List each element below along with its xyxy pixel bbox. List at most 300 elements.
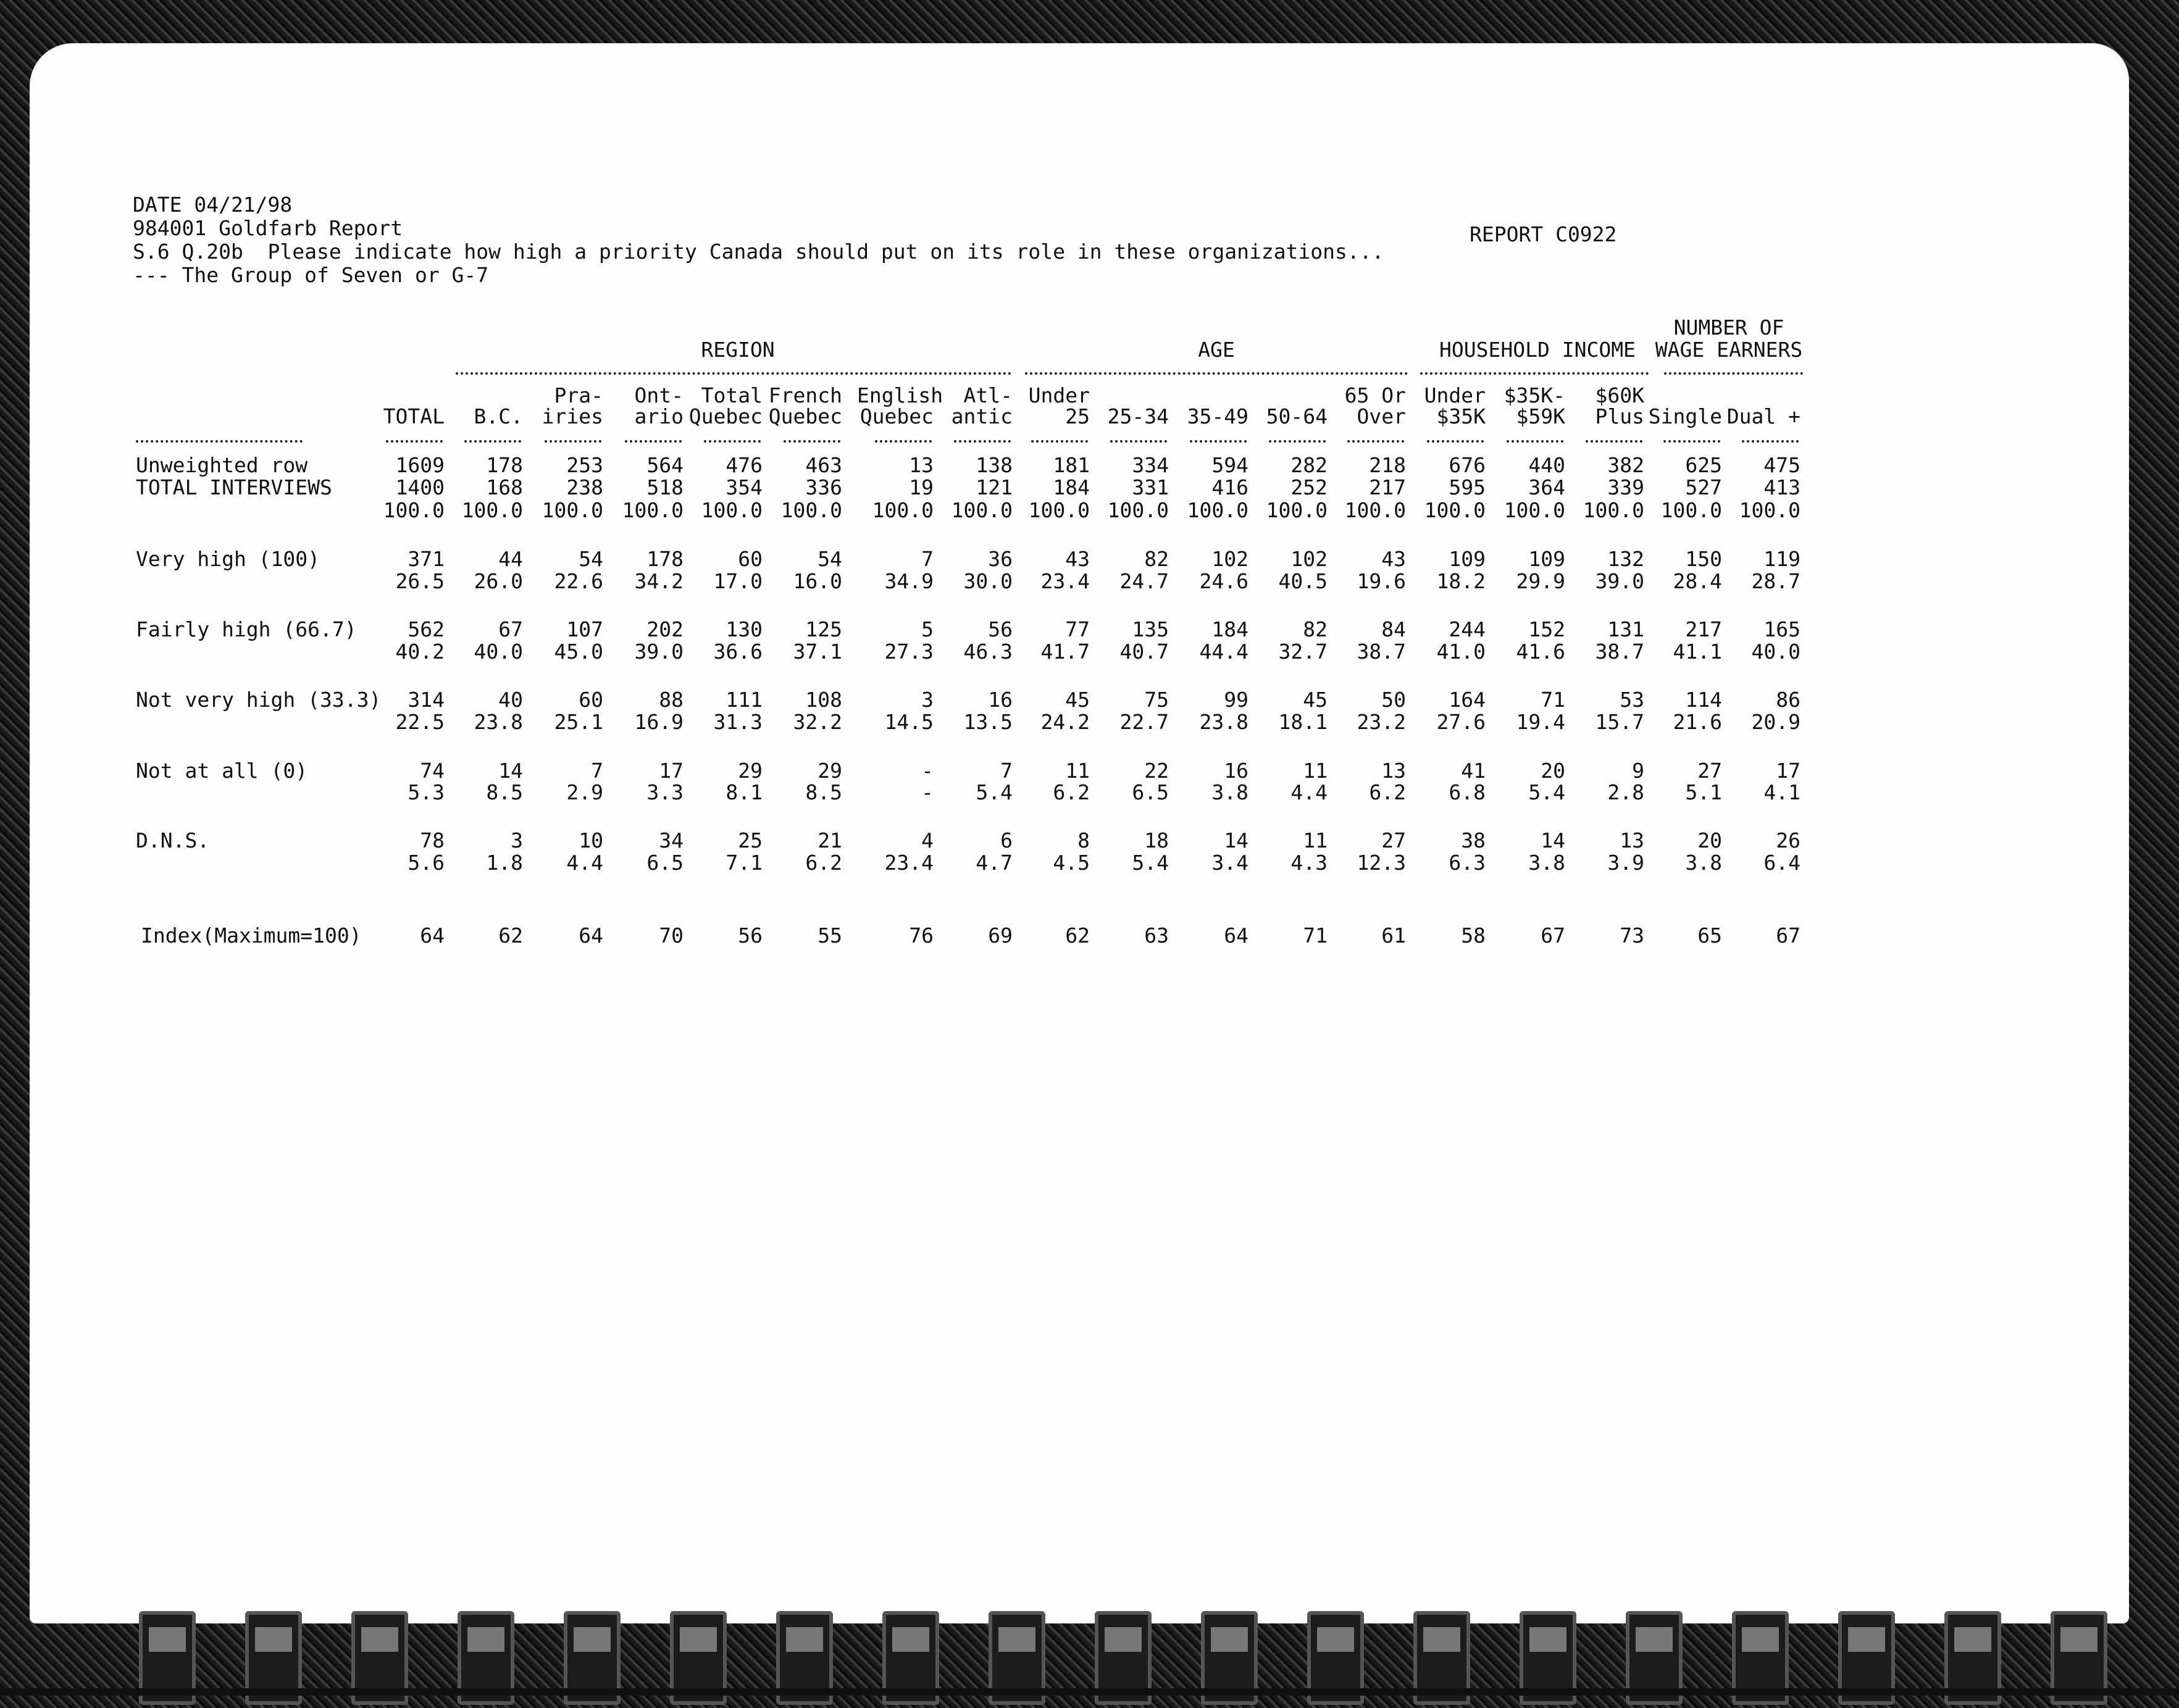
table-cell: -: [921, 759, 934, 783]
table-cell: 17: [659, 759, 684, 783]
table-cell: 43: [1381, 547, 1406, 571]
table-cell: 7: [921, 547, 934, 571]
table-cell: 130: [726, 617, 763, 641]
table-cell: 88: [659, 688, 684, 712]
table-cell: 168: [486, 475, 523, 499]
table-cell: 1609: [395, 453, 445, 477]
table-cell: 562: [408, 617, 445, 641]
table-cell: 45.0: [554, 639, 603, 664]
table-cell: 74: [420, 759, 445, 783]
row-label: Very high (100): [136, 547, 320, 571]
table-cell: 5.1: [1685, 780, 1722, 804]
table-cell: 24.2: [1040, 710, 1090, 734]
table-cell: 202: [646, 617, 684, 641]
group-header: HOUSEHOLD INCOME: [1439, 338, 1636, 362]
column-header-line1: French: [768, 383, 842, 407]
table-cell: 22.6: [554, 569, 603, 593]
table-cell: 77: [1065, 617, 1090, 641]
subquestion-text: --- The Group of Seven or G-7: [133, 263, 489, 287]
table-cell: 27.3: [884, 639, 934, 664]
table-cell: 75: [1144, 688, 1169, 712]
stub-rule: [136, 440, 303, 443]
column-rule: [1427, 440, 1484, 443]
table-cell: 6.8: [1449, 780, 1486, 804]
table-cell: 416: [1211, 475, 1248, 499]
table-cell: 26.5: [395, 569, 445, 593]
table-cell: 11: [1303, 759, 1328, 783]
column-rule: [1663, 440, 1720, 443]
column-header-line2: Quebec: [688, 404, 763, 428]
table-cell: 41: [1461, 759, 1486, 783]
table-cell: 2.8: [1607, 780, 1644, 804]
table-cell: 84: [1381, 617, 1406, 641]
table-cell: 40.0: [1751, 639, 1800, 664]
table-cell: 23.4: [884, 851, 934, 875]
table-cell: 11: [1065, 759, 1090, 783]
column-rule: [464, 440, 521, 443]
table-cell: 8.5: [486, 780, 523, 804]
table-cell: 111: [726, 688, 763, 712]
table-cell: 39.0: [1595, 569, 1644, 593]
table-cell: 27: [1381, 828, 1406, 852]
row-label: Fairly high (66.7): [136, 617, 357, 641]
table-cell: 100.0: [622, 498, 684, 522]
table-cell: 4.1: [1763, 780, 1800, 804]
column-header-line1: Total: [701, 383, 763, 407]
table-cell: 6.5: [1132, 780, 1169, 804]
table-cell: 5.6: [408, 851, 445, 875]
table-cell: 26.0: [474, 569, 523, 593]
table-cell: 109: [1449, 547, 1486, 571]
table-cell: 28.7: [1751, 569, 1800, 593]
column-header-line2: ario: [634, 404, 684, 428]
table-cell: 3.8: [1528, 851, 1565, 875]
table-cell: 40.5: [1278, 569, 1328, 593]
table-cell: 6.4: [1763, 851, 1800, 875]
table-cell: 43: [1065, 547, 1090, 571]
row-label: D.N.S.: [136, 828, 210, 852]
table-cell: 625: [1685, 453, 1722, 477]
table-cell: 40.0: [474, 639, 523, 664]
table-cell: 63: [1144, 923, 1169, 948]
table-cell: 218: [1369, 453, 1406, 477]
column-header-line1: English: [857, 383, 943, 407]
table-cell: 3.4: [1211, 851, 1248, 875]
column-rule: [1269, 440, 1326, 443]
table-cell: 152: [1528, 617, 1565, 641]
column-header-line2: Quebec: [859, 404, 934, 428]
table-cell: 102: [1211, 547, 1248, 571]
table-cell: 18: [1144, 828, 1169, 852]
table-cell: 119: [1763, 547, 1800, 571]
table-cell: 253: [566, 453, 603, 477]
table-cell: 132: [1607, 547, 1644, 571]
table-cell: 413: [1763, 475, 1800, 499]
table-cell: 8.5: [805, 780, 842, 804]
table-cell: 5.4: [976, 780, 1013, 804]
table-cell: 45: [1303, 688, 1328, 712]
table-cell: 244: [1449, 617, 1486, 641]
table-cell: 54: [579, 547, 603, 571]
table-cell: 17.0: [713, 569, 763, 593]
table-cell: 20: [1697, 828, 1722, 852]
table-cell: 86: [1776, 688, 1800, 712]
table-cell: 15.7: [1595, 710, 1644, 734]
table-cell: 20: [1541, 759, 1565, 783]
row-label: Not very high (33.3): [136, 688, 382, 712]
table-cell: 114: [1685, 688, 1722, 712]
table-cell: 30.0: [963, 569, 1013, 593]
table-cell: 107: [566, 617, 603, 641]
table-cell: 217: [1685, 617, 1722, 641]
table-cell: 60: [738, 547, 763, 571]
group-rule: [1420, 372, 1649, 375]
table-cell: 252: [1290, 475, 1328, 499]
table-cell: 26: [1776, 828, 1800, 852]
column-header-line2: Single: [1648, 404, 1722, 428]
table-cell: 594: [1211, 453, 1248, 477]
group-rule: [1025, 372, 1408, 375]
table-cell: 11: [1303, 828, 1328, 852]
column-header-line2: $35K: [1436, 404, 1486, 428]
table-cell: 60: [579, 688, 603, 712]
table-cell: 56: [988, 617, 1013, 641]
table-cell: 527: [1685, 475, 1722, 499]
table-cell: 38: [1461, 828, 1486, 852]
table-cell: 178: [646, 547, 684, 571]
table-cell: 181: [1053, 453, 1090, 477]
report-header: [133, 193, 1384, 287]
table-cell: 53: [1620, 688, 1644, 712]
column-rule: [625, 440, 682, 443]
table-cell: 108: [805, 688, 842, 712]
table-cell: 62: [498, 923, 523, 948]
table-cell: 27: [1697, 759, 1722, 783]
table-cell: 4.4: [566, 851, 603, 875]
table-cell: 34: [659, 828, 684, 852]
column-rule: [704, 440, 761, 443]
table-cell: 16: [988, 688, 1013, 712]
column-rule: [386, 440, 443, 443]
table-cell: 22: [1144, 759, 1169, 783]
column-rule: [545, 440, 601, 443]
table-cell: 4.3: [1290, 851, 1328, 875]
table-cell: 165: [1763, 617, 1800, 641]
report-title: 984001 Goldfarb Report: [133, 216, 403, 240]
report-id: REPORT C0922: [1470, 222, 1617, 246]
table-cell: 100.0: [1028, 498, 1090, 522]
table-cell: 25: [738, 828, 763, 852]
table-cell: 23.8: [474, 710, 523, 734]
column-rule: [1110, 440, 1167, 443]
table-cell: 1.8: [486, 851, 523, 875]
table-cell: 4.7: [976, 851, 1013, 875]
table-cell: 44.4: [1199, 639, 1248, 664]
table-cell: 17: [1776, 759, 1800, 783]
table-cell: 463: [805, 453, 842, 477]
table-cell: 131: [1607, 617, 1644, 641]
table-cell: 73: [1620, 923, 1644, 948]
table-cell: 440: [1528, 453, 1565, 477]
table-cell: 19: [909, 475, 934, 499]
table-cell: 18.1: [1278, 710, 1328, 734]
table-cell: 3: [921, 688, 934, 712]
table-cell: 40.2: [395, 639, 445, 664]
column-header-line2: TOTAL: [383, 404, 445, 428]
column-rule: [954, 440, 1011, 443]
column-header-line1: Under: [1028, 383, 1090, 407]
column-header-line1: $35K-: [1504, 383, 1565, 407]
column-rule: [1507, 440, 1563, 443]
table-cell: 100.0: [1739, 498, 1800, 522]
table-cell: 24.7: [1119, 569, 1169, 593]
table-cell: 164: [1449, 688, 1486, 712]
table-cell: 184: [1211, 617, 1248, 641]
table-cell: 67: [1541, 923, 1565, 948]
table-cell: 37.1: [793, 639, 842, 664]
table-cell: 5.4: [1132, 851, 1169, 875]
table-cell: 282: [1290, 453, 1328, 477]
table-cell: 40: [498, 688, 523, 712]
table-cell: 16.0: [793, 569, 842, 593]
table-cell: 100.0: [1504, 498, 1565, 522]
table-cell: 55: [818, 923, 842, 948]
column-header-line2: iries: [542, 404, 603, 428]
column-header-line2: B.C.: [474, 404, 523, 428]
table-cell: 21: [818, 828, 842, 852]
table-cell: 476: [726, 453, 763, 477]
question-text: S.6 Q.20b Please indicate how high a priority Canada should put on its role in these organizations...: [133, 240, 1384, 264]
table-cell: 3.8: [1685, 851, 1722, 875]
column-header-line2: Quebec: [768, 404, 842, 428]
table-cell: 70: [659, 923, 684, 948]
table-cell: 64: [420, 923, 445, 948]
table-cell: 331: [1132, 475, 1169, 499]
report-date: DATE 04/21/98: [133, 193, 293, 217]
column-header-line2: $59K: [1516, 404, 1565, 428]
table-cell: 109: [1528, 547, 1565, 571]
table-cell: 371: [408, 547, 445, 571]
table-cell: 3.9: [1607, 851, 1644, 875]
table-cell: 518: [646, 475, 684, 499]
column-header-line2: Dual +: [1726, 404, 1800, 428]
table-cell: 50: [1381, 688, 1406, 712]
table-cell: 23.4: [1040, 569, 1090, 593]
table-cell: 150: [1685, 547, 1722, 571]
table-cell: 29: [738, 759, 763, 783]
group-rule: [456, 372, 1011, 375]
table-cell: 100.0: [872, 498, 934, 522]
table-cell: 6.3: [1449, 851, 1486, 875]
group-rule: [1664, 372, 1803, 375]
column-rule: [1031, 440, 1088, 443]
row-label: Index(Maximum=100): [141, 923, 362, 948]
table-cell: 76: [909, 923, 934, 948]
table-cell: 364: [1528, 475, 1565, 499]
table-cell: 82: [1144, 547, 1169, 571]
table-cell: 5.4: [1528, 780, 1565, 804]
table-cell: 10: [579, 828, 603, 852]
table-cell: 82: [1303, 617, 1328, 641]
table-cell: 99: [1224, 688, 1248, 712]
table-cell: 19.6: [1357, 569, 1406, 593]
table-cell: 21.6: [1673, 710, 1722, 734]
table-cell: 100.0: [1344, 498, 1406, 522]
table-cell: 100.0: [1266, 498, 1328, 522]
table-cell: 8.1: [726, 780, 763, 804]
table-cell: 121: [976, 475, 1013, 499]
table-cell: 41.1: [1673, 639, 1722, 664]
table-cell: 184: [1053, 475, 1090, 499]
table-cell: 23.8: [1199, 710, 1248, 734]
table-cell: 2.9: [566, 780, 603, 804]
table-cell: 41.0: [1436, 639, 1486, 664]
table-cell: 6.2: [805, 851, 842, 875]
table-cell: -: [921, 780, 934, 804]
table-cell: 46.3: [963, 639, 1013, 664]
table-cell: 100.0: [461, 498, 523, 522]
table-cell: 100.0: [1107, 498, 1169, 522]
table-cell: 38.7: [1357, 639, 1406, 664]
group-header: WAGE EARNERS: [1655, 338, 1803, 362]
table-cell: 339: [1607, 475, 1644, 499]
group-header: AGE: [1198, 338, 1235, 362]
table-cell: 62: [1065, 923, 1090, 948]
table-cell: 69: [988, 923, 1013, 948]
column-header-line1: 65 Or: [1344, 383, 1406, 407]
group-header: NUMBER OF: [1673, 315, 1784, 340]
table-cell: 100.0: [1660, 498, 1722, 522]
table-cell: 36: [988, 547, 1013, 571]
table-cell: 100.0: [542, 498, 603, 522]
table-cell: 238: [566, 475, 603, 499]
table-cell: 102: [1290, 547, 1328, 571]
table-cell: 54: [818, 547, 842, 571]
table-cell: 100.0: [1187, 498, 1248, 522]
table-cell: 34.2: [634, 569, 684, 593]
table-cell: 20.9: [1751, 710, 1800, 734]
column-header-line1: Atl-: [963, 383, 1013, 407]
table-cell: 125: [805, 617, 842, 641]
column-rule: [784, 440, 840, 443]
table-cell: 314: [408, 688, 445, 712]
column-header-line2: Over: [1357, 404, 1406, 428]
table-cell: 3: [511, 828, 523, 852]
binding-wire: [0, 1688, 2179, 1696]
table-cell: 67: [1776, 923, 1800, 948]
table-cell: 28.4: [1673, 569, 1722, 593]
table-cell: 5: [921, 617, 934, 641]
table-cell: 3.8: [1211, 780, 1248, 804]
row-label: TOTAL INTERVIEWS: [136, 475, 332, 499]
table-cell: 7: [591, 759, 603, 783]
column-header-line2: 25-34: [1107, 404, 1169, 428]
table-cell: 382: [1607, 453, 1644, 477]
table-cell: 71: [1541, 688, 1565, 712]
table-cell: 18.2: [1436, 569, 1486, 593]
table-cell: 100.0: [701, 498, 763, 522]
table-cell: 27.6: [1436, 710, 1486, 734]
table-cell: 29: [818, 759, 842, 783]
table-cell: 41.7: [1040, 639, 1090, 664]
table-cell: 31.3: [713, 710, 763, 734]
column-rule: [1347, 440, 1404, 443]
column-header-line1: Ont-: [634, 383, 684, 407]
table-cell: 23.2: [1357, 710, 1406, 734]
group-header: REGION: [701, 338, 775, 362]
table-cell: 564: [646, 453, 684, 477]
table-cell: 9: [1632, 759, 1644, 783]
table-cell: 32.2: [793, 710, 842, 734]
table-cell: 4.5: [1053, 851, 1090, 875]
column-header-line2: 25: [1065, 404, 1090, 428]
table-cell: 12.3: [1357, 851, 1406, 875]
table-cell: 56: [738, 923, 763, 948]
table-cell: 45: [1065, 688, 1090, 712]
table-cell: 64: [579, 923, 603, 948]
column-header-line2: Plus: [1595, 404, 1644, 428]
table-cell: 676: [1449, 453, 1486, 477]
table-cell: 14: [498, 759, 523, 783]
column-header-line1: $60K: [1595, 383, 1644, 407]
table-cell: 178: [486, 453, 523, 477]
table-cell: 4.4: [1290, 780, 1328, 804]
column-header-line1: Pra-: [554, 383, 603, 407]
table-cell: 5.3: [408, 780, 445, 804]
table-cell: 41.6: [1516, 639, 1565, 664]
table-cell: 100.0: [780, 498, 842, 522]
table-cell: 8: [1077, 828, 1090, 852]
row-label: Unweighted row: [136, 453, 308, 477]
table-cell: 135: [1132, 617, 1169, 641]
table-cell: 78: [420, 828, 445, 852]
table-cell: 138: [976, 453, 1013, 477]
table-cell: 14: [1224, 828, 1248, 852]
table-cell: 6: [1000, 828, 1013, 852]
column-header-line2: antic: [951, 404, 1013, 428]
table-cell: 13: [909, 453, 934, 477]
table-cell: 36.6: [713, 639, 763, 664]
table-cell: 3.3: [646, 780, 684, 804]
table-cell: 1400: [395, 475, 445, 499]
row-label: Not at all (0): [136, 759, 308, 783]
table-cell: 25.1: [554, 710, 603, 734]
table-cell: 29.9: [1516, 569, 1565, 593]
table-cell: 40.7: [1119, 639, 1169, 664]
table-cell: 217: [1369, 475, 1406, 499]
table-cell: 6.2: [1053, 780, 1090, 804]
table-cell: 34.9: [884, 569, 934, 593]
column-rule: [1742, 440, 1799, 443]
table-cell: 24.6: [1199, 569, 1248, 593]
table-cell: 58: [1461, 923, 1486, 948]
table-cell: 39.0: [634, 639, 684, 664]
column-header-line2: 35-49: [1187, 404, 1248, 428]
table-cell: 65: [1697, 923, 1722, 948]
table-cell: 100.0: [383, 498, 445, 522]
table-cell: 354: [726, 475, 763, 499]
column-rule: [1586, 440, 1642, 443]
table-cell: 13: [1620, 828, 1644, 852]
table-cell: 7: [1000, 759, 1013, 783]
column-header-line1: Under: [1424, 383, 1486, 407]
table-cell: 595: [1449, 475, 1486, 499]
table-cell: 44: [498, 547, 523, 571]
table-cell: 19.4: [1516, 710, 1565, 734]
table-cell: 334: [1132, 453, 1169, 477]
table-cell: 100.0: [1583, 498, 1644, 522]
table-cell: 22.7: [1119, 710, 1169, 734]
